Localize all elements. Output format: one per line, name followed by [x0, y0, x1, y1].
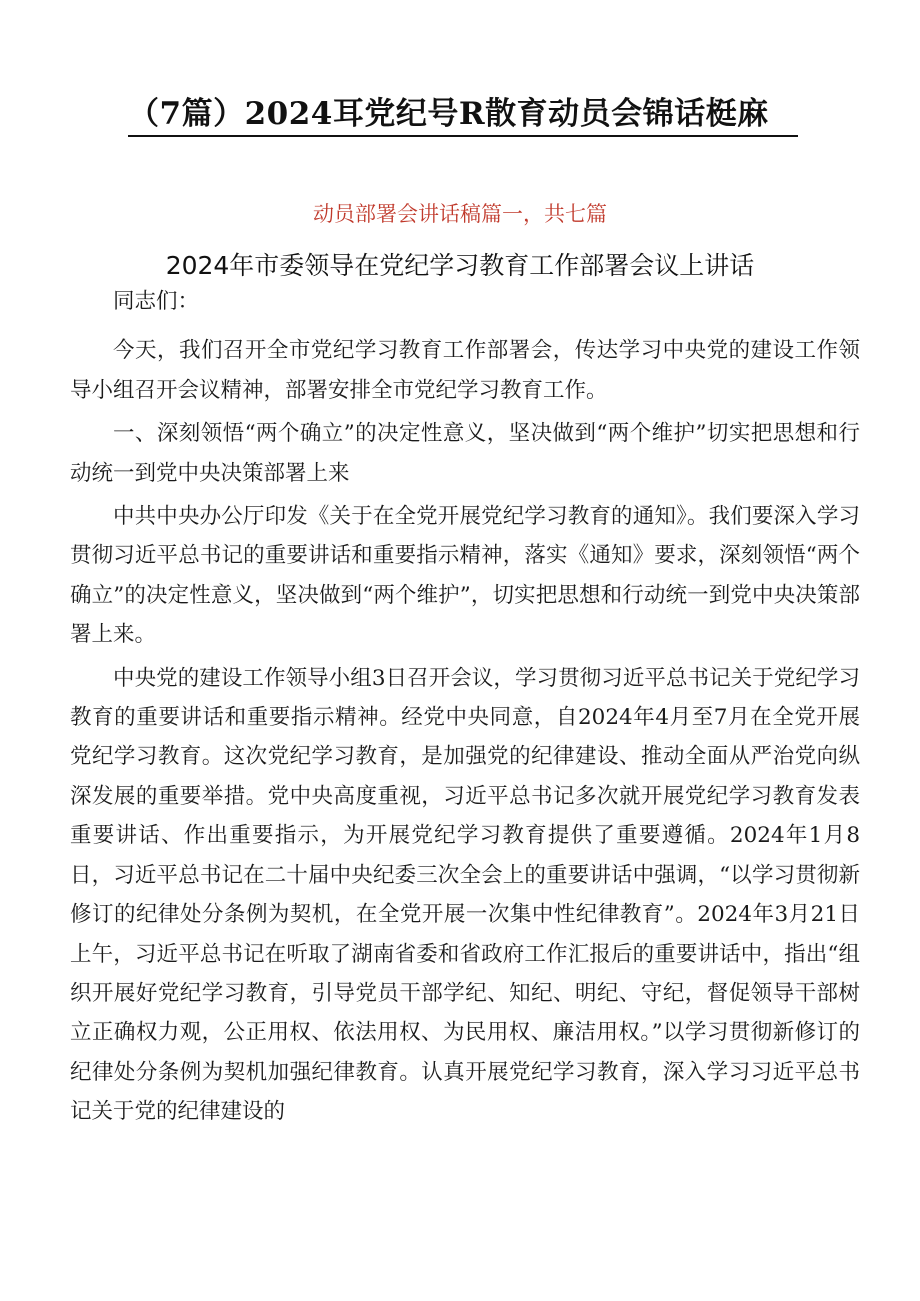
document-title: （7篇）2024耳党纪号R散育动员会锦话梃麻 — [128, 88, 798, 137]
speech-title: 2024年市委领导在党纪学习教育工作部署会议上讲话 — [165, 251, 755, 280]
salutation: 同志们： — [113, 289, 200, 314]
body-paragraph: 今天，我们召开全市党纪学习教育工作部署会，传达学习中央党的建设工作领导小组召开会议精神，部署安排全市党纪学习教育工作。 — [70, 338, 860, 403]
document-body — [70, 282, 860, 1136]
section-heading: 一、深刻领悟“两个确立”的决定性意义，坚决做到“两个维护”切实把思想和行动统一到党中央决策部署上来 — [70, 421, 860, 486]
body-paragraph: 中共中央办公厅印发《关于在全党开展党纪学习教育的通知》。我们要深入学习贯彻习近平总书记的重要讲话和重要指示精神，落实《通知》要求，深刻领悟“两个确立”的决定性意义，坚决做到“两个维护”，切实把思想和行动统一到党中央决策部署上来。 — [70, 504, 860, 648]
document-subtitle: 动员部署会讲话稿篇一，共七篇 — [313, 202, 607, 226]
body-paragraph: 中央党的建设工作领导小组3日召开会议，学习贯彻习近平总书记关于党纪学习教育的重要讲话和重要指示精神。经党中央同意，自2024年4月至7月在全党开展党纪学习教育。这次党纪学习教育，是加强党的纪律建设、推动全面从严治党向纵深发展的重要举措。党中央高度重视，习近平总书记多次就开展党纪学习教育发表重要讲话、作出重要指示，为开展党纪学习教育提供了重要遵循。2024年1月8日，习近平总书记在二十届中央纪委三次全会上的重要讲话中强调，“以学习贯彻新修订的纪律处分条例为契机，在全党开展一次集中性纪律教育”。2024年3月21日上午，习近平总书记在听取了湖南省委和省政府工作汇报后的重要讲话中，指出“组织开展好党纪学习教育，引导党员干部学纪、知纪、明纪、守纪，督促领导干部树立正确权力观，公正用权、依法用权、为民用权、廉洁用权。”以学习贯彻新修订的纪律处分条例为契机加强纪律教育。认真开展党纪学习教育，深入学习习近平总书记关于党的纪律建设的 — [70, 665, 860, 1125]
